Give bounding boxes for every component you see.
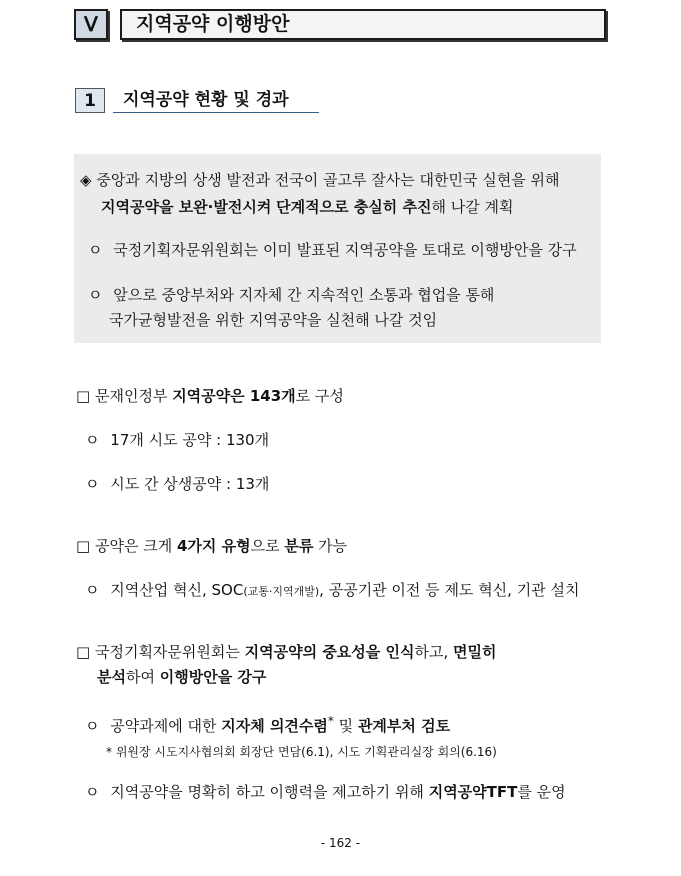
section-title: 지역공약 현황 및 경과 bbox=[113, 88, 319, 113]
circle-bullet-icon: ㅇ bbox=[85, 431, 100, 449]
square-bullet-icon: □ bbox=[76, 387, 91, 405]
paragraph-3-heading-line1: □ 국정기획자문위원회는 지역공약의 중요성을 인식하고, 면밀히 bbox=[76, 643, 497, 661]
circle-bullet-icon: ㅇ bbox=[85, 717, 100, 735]
circle-bullet-icon: ㅇ bbox=[88, 286, 103, 304]
summary-item-2-line1: ㅇ 앞으로 중앙부처와 지자체 간 지속적인 소통과 협업을 통해 bbox=[88, 286, 495, 304]
footnote: * 위원장 시도지사협의회 회장단 면담(6.1), 시도 기획관리실장 회의(6.16) bbox=[106, 745, 497, 759]
circle-bullet-icon: ㅇ bbox=[85, 475, 100, 493]
paragraph-1-item-2: ㅇ 시도 간 상생공약 : 13개 bbox=[85, 475, 270, 493]
summary-item-1: ㅇ 국정기획자문위원회는 이미 발표된 지역공약을 토대로 이행방안을 강구 bbox=[88, 241, 577, 259]
section-number: 1 bbox=[75, 88, 105, 113]
chapter-title: 지역공약 이행방안 bbox=[120, 9, 606, 40]
summary-item-2-line2: 국가균형발전을 위한 지역공약을 실천해 나갈 것임 bbox=[109, 311, 438, 329]
circle-bullet-icon: ㅇ bbox=[88, 241, 103, 259]
circle-bullet-icon: ㅇ bbox=[85, 581, 100, 599]
paragraph-1-heading: □ 문재인정부 지역공약은 143개로 구성 bbox=[76, 387, 344, 405]
paragraph-3-heading-line2: 분석하여 이행방안을 강구 bbox=[97, 668, 267, 686]
circle-bullet-icon: ㅇ bbox=[85, 783, 100, 801]
paragraph-3-item-1: ㅇ 공약과제에 대한 지자체 의견수렴* 및 관계부처 검토 bbox=[85, 714, 451, 735]
diamond-bullet-icon: ◈ bbox=[80, 171, 92, 189]
paragraph-2-heading: □ 공약은 크게 4가지 유형으로 분류 가능 bbox=[76, 537, 348, 555]
paragraph-2-item-1: ㅇ 지역산업 혁신, SOC(교통·지역개발), 공공기관 이전 등 제도 혁신, 기관 설치 bbox=[85, 581, 580, 599]
square-bullet-icon: □ bbox=[76, 537, 91, 555]
square-bullet-icon: □ bbox=[76, 643, 91, 661]
page-number: - 162 - bbox=[320, 836, 361, 850]
paragraph-3-item-2: ㅇ 지역공약을 명확히 하고 이행력을 제고하기 위해 지역공약TFT를 운영 bbox=[85, 783, 566, 801]
summary-lead-line1: ◈ 중앙과 지방의 상생 발전과 전국이 골고루 잘사는 대한민국 실현을 위해 bbox=[80, 171, 560, 189]
paragraph-1-item-1: ㅇ 17개 시도 공약 : 130개 bbox=[85, 431, 270, 449]
summary-lead-line2: 지역공약을 보완·발전시켜 단계적으로 충실히 추진해 나갈 계획 bbox=[101, 198, 514, 216]
chapter-number: Ⅴ bbox=[74, 9, 108, 40]
